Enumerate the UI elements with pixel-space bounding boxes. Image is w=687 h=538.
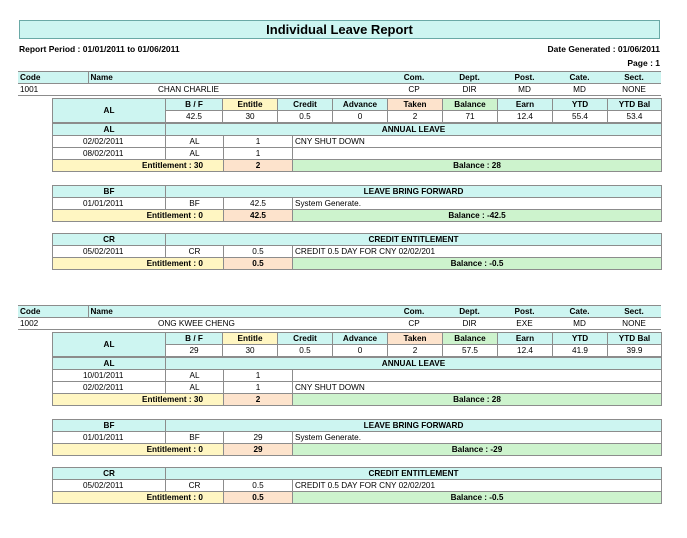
leave-section-cr (52, 467, 662, 504)
col-sect: Sect. (607, 72, 661, 84)
row-desc: System Generate. (293, 198, 662, 210)
employee-code: 1001 (18, 84, 88, 96)
section-balance: Balance : -29 (293, 444, 662, 456)
employee-cate: MD (552, 84, 607, 96)
list-item (53, 246, 662, 258)
employee-sect: NONE (607, 318, 661, 330)
leave-section-cr (52, 233, 662, 270)
leave-section-al (52, 357, 662, 406)
section-title: LEAVE BRING FORWARD (166, 420, 662, 432)
employee-cate: MD (552, 318, 607, 330)
summary-taken: 2 (388, 111, 443, 123)
row-type: AL (166, 382, 224, 394)
col-name: Name (88, 306, 386, 318)
section-total: 2 (224, 394, 293, 406)
leave-section-bf (52, 185, 662, 222)
summary-earn-header: Earn (498, 99, 553, 111)
list-item (53, 198, 662, 210)
section-code: BF (53, 186, 166, 198)
section-balance: Balance : 28 (293, 394, 662, 406)
leave-section-al (52, 123, 662, 172)
col-code: Code (18, 306, 88, 318)
section-code: CR (53, 468, 166, 480)
summary-balance: 71 (443, 111, 498, 123)
row-date: 05/02/2011 (53, 480, 166, 492)
row-desc: CNY SHUT DOWN (293, 136, 662, 148)
section-entitlement: Entitlement : 30 (53, 394, 224, 406)
row-desc: CNY SHUT DOWN (293, 382, 662, 394)
row-qty: 1 (224, 382, 293, 394)
row-desc: CREDIT 0.5 DAY FOR CNY 02/02/201 (293, 480, 662, 492)
section-total: 0.5 (224, 492, 293, 504)
employee-name: CHAN CHARLIE (88, 84, 386, 96)
summary-balance-header: Balance (443, 99, 498, 111)
row-qty: 29 (224, 432, 293, 444)
summary-taken-header: Taken (388, 99, 443, 111)
summary-ytdbal-header: YTD Bal (608, 99, 662, 111)
summary-credit-header: Credit (278, 99, 333, 111)
summary-taken: 2 (388, 345, 443, 357)
section-entitlement: Entitlement : 30 (53, 160, 224, 172)
summary-bf: 29 (166, 345, 223, 357)
row-date: 01/01/2011 (53, 198, 166, 210)
section-code: BF (53, 420, 166, 432)
report-period: Report Period : 01/01/2011 to 01/06/2011 (19, 44, 180, 54)
row-type: BF (166, 198, 224, 210)
section-title: ANNUAL LEAVE (166, 124, 662, 136)
section-title: ANNUAL LEAVE (166, 358, 662, 370)
leave-section-bf (52, 419, 662, 456)
summary-ytd-header: YTD (553, 99, 608, 111)
employee-dept: DIR (442, 84, 497, 96)
row-desc (293, 148, 662, 160)
employee-code: 1002 (18, 318, 88, 330)
row-type: CR (166, 246, 224, 258)
section-code: AL (53, 124, 166, 136)
col-name: Name (88, 72, 386, 84)
list-item (53, 432, 662, 444)
summary-advance: 0 (333, 111, 388, 123)
col-sect: Sect. (607, 306, 661, 318)
section-entitlement: Entitlement : 0 (53, 258, 224, 270)
summary-entitle: 30 (223, 345, 278, 357)
section-total: 42.5 (224, 210, 293, 222)
row-type: AL (166, 136, 224, 148)
row-desc: System Generate. (293, 432, 662, 444)
row-date: 02/02/2011 (53, 136, 166, 148)
summary-bf-header: B / F (166, 333, 223, 345)
section-entitlement: Entitlement : 0 (53, 210, 224, 222)
employee-com: CP (386, 318, 442, 330)
summary-advance-header: Advance (333, 99, 388, 111)
report-title: Individual Leave Report (19, 20, 660, 39)
employee-com: CP (386, 84, 442, 96)
col-cate: Cate. (552, 72, 607, 84)
section-balance: Balance : -0.5 (293, 258, 662, 270)
list-item (53, 480, 662, 492)
row-date: 05/02/2011 (53, 246, 166, 258)
col-code: Code (18, 72, 88, 84)
summary-earn: 12.4 (498, 111, 553, 123)
row-date: 08/02/2011 (53, 148, 166, 160)
employee-name: ONG KWEE CHENG (88, 318, 386, 330)
section-total: 2 (224, 160, 293, 172)
section-balance: Balance : -42.5 (293, 210, 662, 222)
summary-ytd: 55.4 (553, 111, 608, 123)
section-balance: Balance : -0.5 (293, 492, 662, 504)
summary-balance-header: Balance (443, 333, 498, 345)
section-total: 29 (224, 444, 293, 456)
col-com: Com. (386, 306, 442, 318)
col-dept: Dept. (442, 72, 497, 84)
list-item (53, 148, 662, 160)
row-date: 01/01/2011 (53, 432, 166, 444)
summary-entitle-header: Entitle (223, 99, 278, 111)
row-qty: 42.5 (224, 198, 293, 210)
summary-balance: 57.5 (443, 345, 498, 357)
employee-sect: NONE (607, 84, 661, 96)
section-title: LEAVE BRING FORWARD (166, 186, 662, 198)
row-desc (293, 370, 662, 382)
row-qty: 1 (224, 136, 293, 148)
page-number: Page : 1 (627, 58, 660, 68)
summary-credit-header: Credit (278, 333, 333, 345)
summary-bf: 42.5 (166, 111, 223, 123)
summary-ytdbal: 39.9 (608, 345, 662, 357)
summary-ytdbal-header: YTD Bal (608, 333, 662, 345)
section-code: AL (53, 358, 166, 370)
col-dept: Dept. (442, 306, 497, 318)
col-cate: Cate. (552, 306, 607, 318)
summary-bf-header: B / F (166, 99, 223, 111)
summary-earn-header: Earn (498, 333, 553, 345)
section-code: CR (53, 234, 166, 246)
summary-ytd: 41.9 (553, 345, 608, 357)
summary-advance: 0 (333, 345, 388, 357)
date-generated: Date Generated : 01/06/2011 (547, 44, 660, 54)
section-balance: Balance : 28 (293, 160, 662, 172)
summary-taken-header: Taken (388, 333, 443, 345)
row-desc: CREDIT 0.5 DAY FOR CNY 02/02/201 (293, 246, 662, 258)
summary-type: AL (53, 99, 166, 123)
col-com: Com. (386, 72, 442, 84)
leave-summary (52, 332, 662, 357)
row-date: 02/02/2011 (53, 382, 166, 394)
row-type: AL (166, 148, 224, 160)
employee-header (18, 305, 661, 330)
row-qty: 0.5 (224, 480, 293, 492)
summary-type: AL (53, 333, 166, 357)
section-total: 0.5 (224, 258, 293, 270)
list-item (53, 370, 662, 382)
row-qty: 0.5 (224, 246, 293, 258)
employee-post: MD (497, 84, 552, 96)
row-qty: 1 (224, 370, 293, 382)
section-entitlement: Entitlement : 0 (53, 492, 224, 504)
employee-header (18, 71, 661, 96)
col-post: Post. (497, 72, 552, 84)
section-title: CREDIT ENTITLEMENT (166, 468, 662, 480)
section-entitlement: Entitlement : 0 (53, 444, 224, 456)
summary-earn: 12.4 (498, 345, 553, 357)
list-item (53, 382, 662, 394)
summary-credit: 0.5 (278, 111, 333, 123)
row-type: CR (166, 480, 224, 492)
summary-credit: 0.5 (278, 345, 333, 357)
row-type: AL (166, 370, 224, 382)
summary-entitle-header: Entitle (223, 333, 278, 345)
row-type: BF (166, 432, 224, 444)
summary-ytd-header: YTD (553, 333, 608, 345)
employee-dept: DIR (442, 318, 497, 330)
employee-post: EXE (497, 318, 552, 330)
col-post: Post. (497, 306, 552, 318)
row-qty: 1 (224, 148, 293, 160)
row-date: 10/01/2011 (53, 370, 166, 382)
summary-ytdbal: 53.4 (608, 111, 662, 123)
section-title: CREDIT ENTITLEMENT (166, 234, 662, 246)
summary-advance-header: Advance (333, 333, 388, 345)
list-item (53, 136, 662, 148)
leave-summary (52, 98, 662, 123)
summary-entitle: 30 (223, 111, 278, 123)
